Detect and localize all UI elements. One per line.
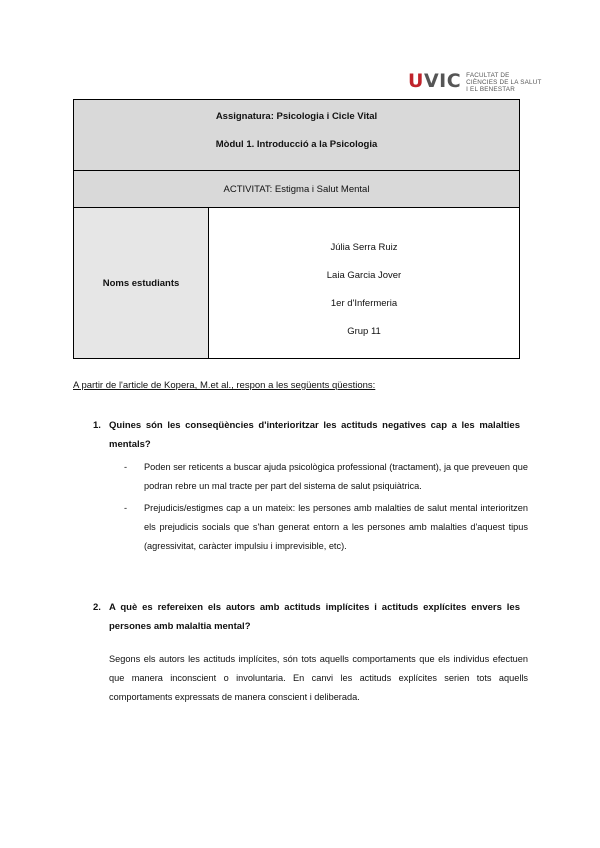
students-row <box>74 208 519 358</box>
header-table <box>73 99 520 359</box>
bullet-dash: - <box>124 503 128 513</box>
question-number: 1. <box>93 420 101 431</box>
subject-title: Assignatura: Psicologia i Cicle Vital <box>215 111 378 122</box>
bullet-text: Poden ser reticents a buscar ajuda psicològica professional (tractament), ja que preveuen que podran rebre un mal tracte per part del sistema de salut psiquiàtrica. <box>144 462 528 491</box>
intro-instruction: A partir de l'article de Kopera, M.et al., respon a les següents qüestions: <box>73 380 376 391</box>
question-text: A què es refereixen els autors amb actituds implícites i actituds explícites envers les persones amb malaltia mental? <box>109 602 520 632</box>
module-title: Mòdul 1. Introducció a la Psicologia <box>215 139 378 150</box>
logo-faculty-text: FACULTAT DE CIÈNCIES DE LA SALUT I EL BENESTAR <box>466 72 542 93</box>
answer-bullet <box>124 499 528 556</box>
student-name: Laia Garcia Jover <box>326 270 402 281</box>
students-label: Noms estudiants <box>74 208 209 358</box>
group-info: Grup 11 <box>347 326 381 337</box>
activity-row: ACTIVITAT: Estigma i Salut Mental <box>74 171 519 208</box>
subject-row <box>74 100 519 171</box>
answer-bullet <box>124 458 528 496</box>
question-1 <box>93 416 520 454</box>
answer-paragraph: Segons els autors les actituds implícites, són tots aquells comportaments que els individus efectuen que manera inconscient o involuntaria. En canvi les actituds explícites serien tots aquells comportaments expressats de manera conscient i deliberada. <box>109 654 528 702</box>
question-text: Quines són les conseqüències d'interioritzar les actituds negatives cap a les malalties mentals? <box>109 420 520 450</box>
bullet-dash: - <box>124 462 128 472</box>
students-list <box>209 208 519 358</box>
question-number: 2. <box>93 602 101 613</box>
uvic-logo <box>408 70 542 93</box>
student-name: Júlia Serra Ruiz <box>330 242 398 253</box>
bullet-text: Prejudicis/estigmes cap a un mateix: les persones amb malalties de salut mental interioritzen els prejudicis socials que s'han generat entorn a les persones amb malalties d'aquest tipus (agressivitat, caràcter impulsiu i imprevisible, etc). <box>144 503 528 551</box>
question-2 <box>93 598 520 636</box>
logo-wordmark: UVIC <box>408 70 462 92</box>
course-info: 1er d'Infermeria <box>330 298 398 309</box>
